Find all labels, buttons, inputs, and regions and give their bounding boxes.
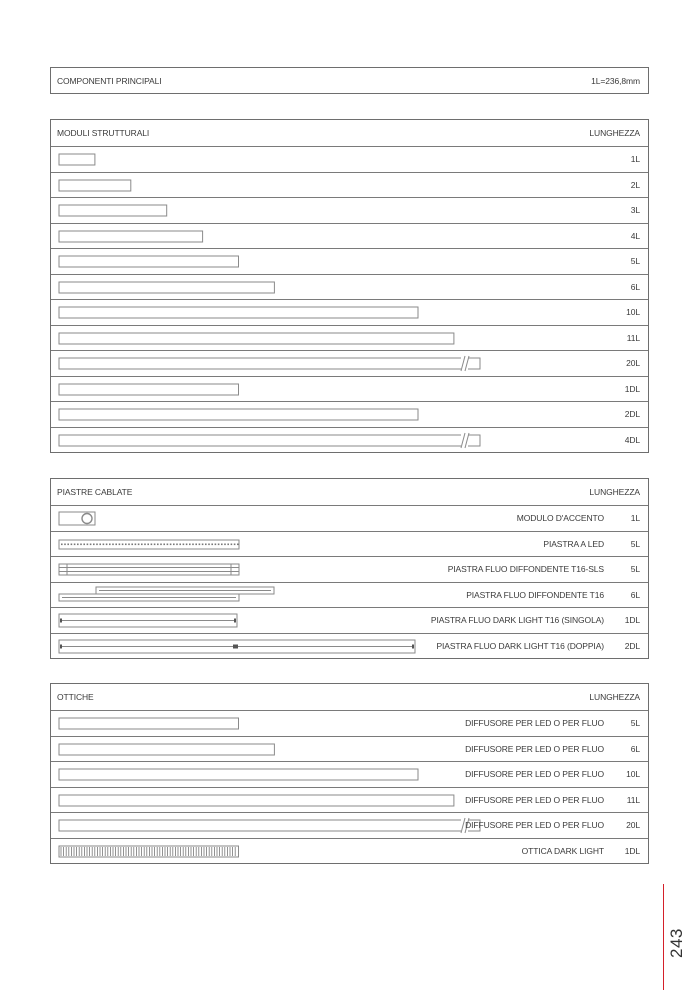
section-title: PIASTRE CABLATE [57,487,133,497]
component-length: 1L [630,154,640,165]
led-dot [176,543,178,545]
component-length: 11L [626,332,640,343]
led-dot [131,543,133,545]
component-name: PIASTRA FLUO DARK LIGHT T16 (DOPPIA) [436,640,604,651]
table-row [51,146,648,172]
table-row [51,710,648,736]
component-name: PIASTRA FLUO DIFFONDENTE T16-SLS [447,564,604,575]
table-row [51,556,648,582]
led-dot [179,543,181,545]
component-length: 2L [630,179,640,190]
led-dot [112,543,114,545]
component-name: MODULO D'ACCENTO [516,513,604,524]
led-dot [71,543,73,545]
table-header [51,120,648,146]
component-name: DIFFUSORE PER LED O PER FLUO [465,743,604,754]
component-length: 11L [626,794,640,805]
table-row [51,223,648,249]
component-drawing [51,326,531,351]
table-row [51,633,648,659]
header-box [50,67,649,94]
led-dot [144,543,146,545]
led-dot [192,543,194,545]
led-dot [122,543,124,545]
component-drawing [51,224,531,249]
led-dot [151,543,153,545]
component-length: 1DL [624,615,640,626]
component-name: DIFFUSORE PER LED O PER FLUO [465,820,604,831]
accent-light-icon [82,514,92,524]
profile-outline [59,333,454,344]
column-header-length: LUNGHEZZA [589,692,640,702]
table-row [51,812,648,838]
profile-outline [59,358,480,369]
section-title: MODULI STRUTTURALI [57,128,150,138]
component-length: 10L [626,769,640,780]
led-dot [74,543,76,545]
table-header [51,479,648,505]
led-dot [163,543,165,545]
component-drawing [51,377,531,402]
led-dot [218,543,220,545]
component-length: 1DL [624,383,640,394]
section-title: OTTICHE [57,692,94,702]
table-row [51,582,648,608]
table-header [51,684,648,710]
led-dot [96,543,98,545]
table-row [51,736,648,762]
led-dot [67,543,69,545]
component-drawing [51,788,531,813]
led-dot [115,543,117,545]
component-drawing [51,762,531,787]
table-row [51,274,648,300]
profile-outline [59,154,95,165]
led-dot [128,543,130,545]
led-dot [87,543,89,545]
profile-outline [59,180,131,191]
led-dot [221,543,223,545]
component-length: 5L [630,718,640,729]
led-dot [80,543,82,545]
led-dot [160,543,162,545]
component-name: OTTICA DARK LIGHT [521,845,604,856]
led-dot [138,543,140,545]
led-dot [231,543,233,545]
fluo-plate-outline [59,564,239,575]
led-dot [202,543,204,545]
led-dot [227,543,229,545]
component-name: PIASTRA FLUO DARK LIGHT T16 (SINGOLA) [430,615,604,626]
component-name: DIFFUSORE PER LED O PER FLUO [465,769,604,780]
led-dot [215,543,217,545]
led-dot [167,543,169,545]
page-number: 243 [667,928,686,958]
component-drawing [51,583,531,608]
table-row [51,505,648,531]
table-row [51,838,648,864]
component-drawing [51,711,531,736]
page-title: COMPONENTI PRINCIPALI [57,75,162,86]
component-drawing [51,402,531,427]
led-dot [234,543,236,545]
led-dot [93,543,95,545]
page-accent-line [663,884,664,990]
component-length: 5L [630,564,640,575]
led-dot [61,543,63,545]
led-dot [224,543,226,545]
component-drawing [51,737,531,762]
led-dot [141,543,143,545]
component-drawing [51,198,531,223]
led-dot [106,543,108,545]
component-length: 1DL [624,845,640,856]
led-dot [183,543,185,545]
profile-outline [59,231,203,242]
profile-outline [59,718,239,729]
led-dot [211,543,213,545]
component-drawing [51,351,531,376]
component-drawing [51,173,531,198]
table-row [51,787,648,813]
profile-outline [59,256,239,267]
led-dot [237,543,239,545]
profile-outline [59,435,480,446]
component-name: PIASTRA A LED [543,538,604,549]
table-row [51,531,648,557]
component-length: 3L [630,205,640,216]
led-dot [195,543,197,545]
component-length: 5L [630,538,640,549]
led-dot [125,543,127,545]
component-drawing [51,839,531,864]
led-dot [173,543,175,545]
led-dot [154,543,156,545]
profile-outline [59,307,418,318]
table-row [51,607,648,633]
component-length: 20L [626,820,640,831]
profile-outline [59,384,239,395]
ottiche-table [50,683,649,864]
profile-outline [59,744,274,755]
led-dot [99,543,101,545]
tube-end [60,644,62,648]
table-row [51,299,648,325]
profile-outline [59,409,418,420]
profile-outline [59,820,480,831]
component-length: 20L [626,358,640,369]
component-length: 4DL [624,434,640,445]
profile-outline [59,769,418,780]
table-row [51,248,648,274]
tube-joint [233,644,238,648]
component-drawing [51,275,531,300]
component-drawing [51,147,531,172]
component-name: DIFFUSORE PER LED O PER FLUO [465,794,604,805]
table-row [51,376,648,402]
led-dot [90,543,92,545]
component-length: 2DL [624,640,640,651]
column-header-length: LUNGHEZZA [589,487,640,497]
component-length: 6L [630,589,640,600]
piastre-cablate-table [50,478,649,659]
component-length: 2DL [624,409,640,420]
tube-end [234,619,236,623]
table-row [51,172,648,198]
led-dot [103,543,105,545]
led-dot [208,543,210,545]
led-dot [170,543,172,545]
component-length: 1L [630,513,640,524]
tube-end [60,619,62,623]
profile-outline [59,282,274,293]
led-dot [189,543,191,545]
column-header-length: LUNGHEZZA [589,128,640,138]
moduli-strutturali-table [50,119,649,453]
led-dot [135,543,137,545]
component-length: 10L [626,307,640,318]
led-dot [147,543,149,545]
table-row [51,197,648,223]
table-row [51,401,648,427]
unit-note: 1L=236,8mm [591,75,640,86]
component-drawing [51,428,531,453]
led-dot [119,543,121,545]
led-dot [83,543,85,545]
component-name: DIFFUSORE PER LED O PER FLUO [465,718,604,729]
component-drawing [51,506,531,531]
component-length: 6L [630,281,640,292]
profile-outline [59,205,167,216]
profile-outline [59,795,454,806]
component-length: 6L [630,743,640,754]
component-drawing [51,300,531,325]
table-row [51,761,648,787]
component-drawing [51,532,531,557]
component-length: 4L [630,230,640,241]
tube-end [412,644,414,648]
led-dot [77,543,79,545]
led-dot [157,543,159,545]
component-length: 5L [630,256,640,267]
led-dot [205,543,207,545]
led-dot [186,543,188,545]
table-row [51,325,648,351]
led-dot [64,543,66,545]
led-dot [199,543,201,545]
component-name: PIASTRA FLUO DIFFONDENTE T16 [466,589,604,600]
table-row [51,350,648,376]
component-drawing [51,249,531,274]
table-row [51,427,648,453]
component-drawing [51,813,531,838]
led-dot [109,543,111,545]
